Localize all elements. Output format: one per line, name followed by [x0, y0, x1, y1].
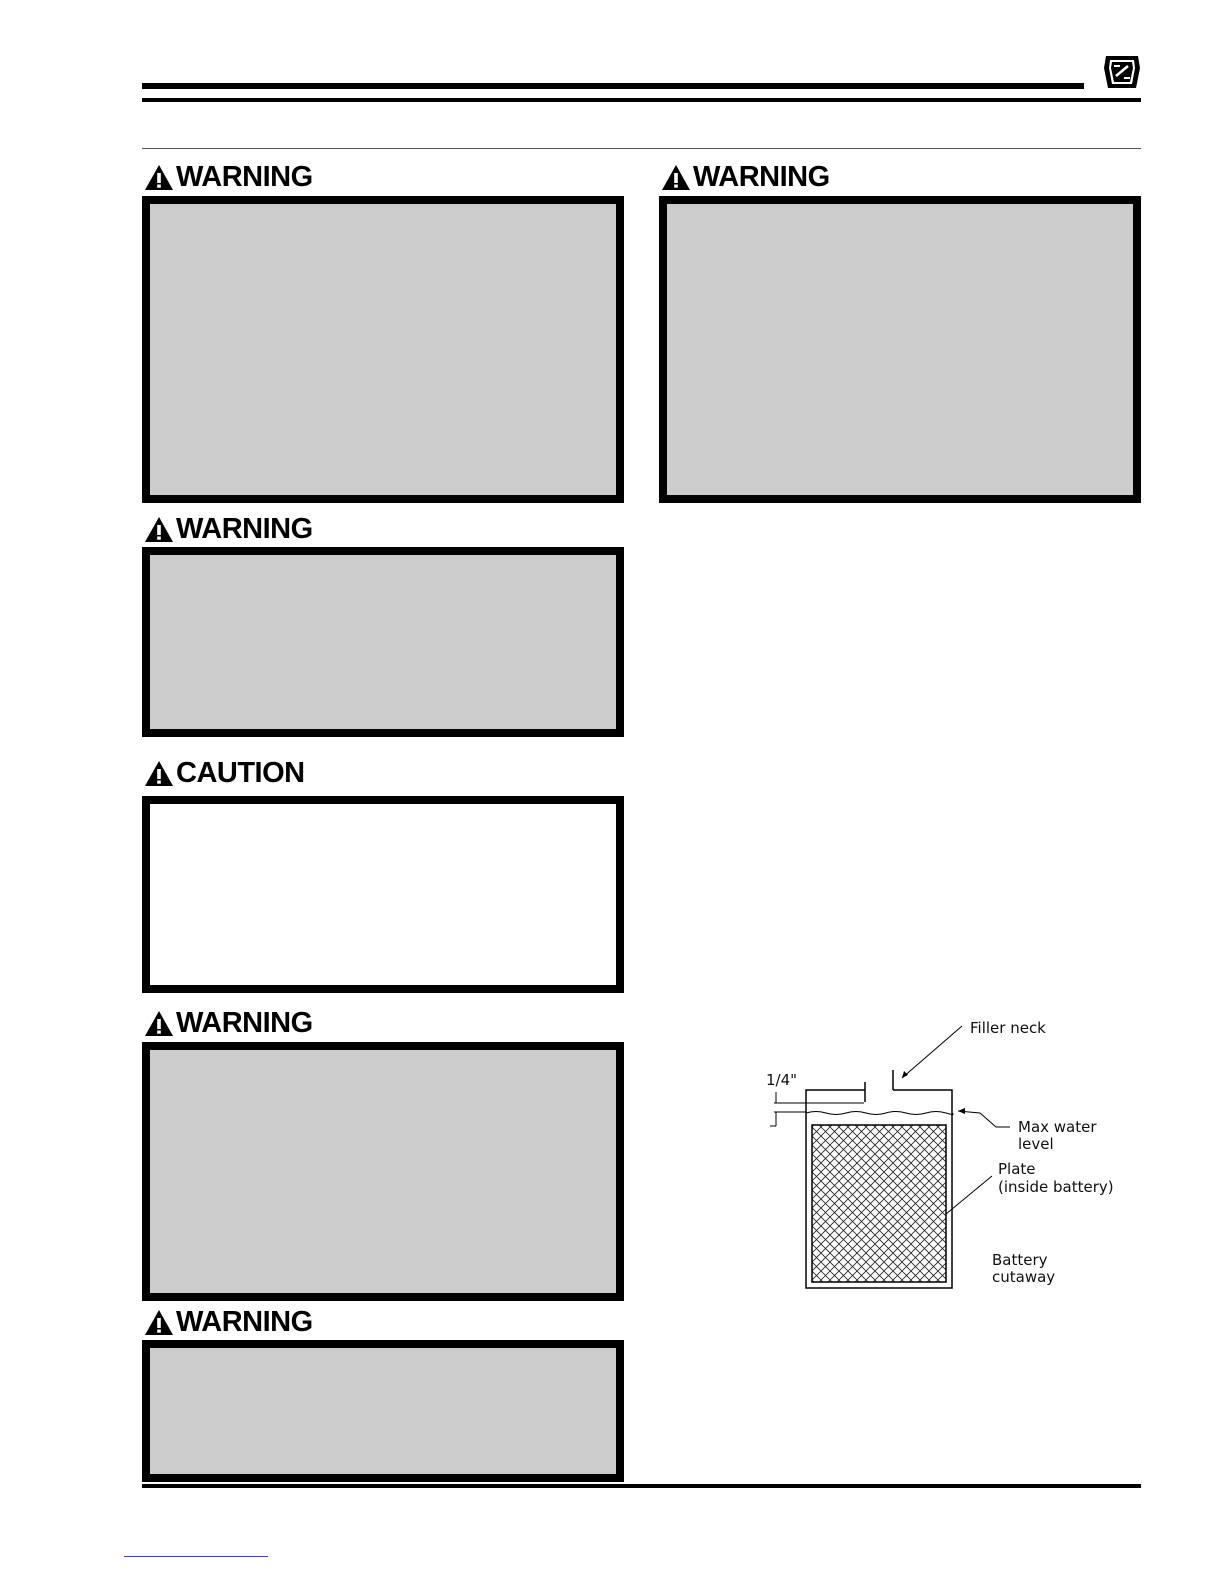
- warning-triangle-icon: [144, 760, 174, 787]
- cutaway-label-1: Battery: [992, 1251, 1048, 1269]
- warning-heading-5: [144, 1305, 313, 1339]
- warning-triangle-icon: [144, 1010, 174, 1037]
- caution-label: CAUTION: [176, 756, 305, 789]
- warning-label-2: WARNING: [176, 512, 313, 545]
- cutaway-label-2: cutaway: [992, 1268, 1056, 1286]
- warning-panel-3: [659, 196, 1141, 503]
- caution-panel: [142, 796, 624, 993]
- warning-label-3: WARNING: [693, 160, 830, 193]
- warning-panel-5: [142, 1340, 624, 1482]
- warning-triangle-icon: [661, 164, 691, 191]
- max-water-label-2: level: [1018, 1135, 1054, 1153]
- max-water-label-1: Max water: [1018, 1118, 1097, 1136]
- brand-emblem-icon: [1102, 52, 1142, 92]
- warning-panel-1: [142, 196, 624, 503]
- warning-triangle-icon: [144, 1309, 174, 1336]
- warning-heading-1: [144, 160, 313, 194]
- dimension-label: 1/4": [766, 1071, 798, 1089]
- warning-panel-2: [142, 547, 624, 737]
- warning-label-5: WARNING: [176, 1305, 313, 1338]
- filler-neck-label: Filler neck: [970, 1019, 1046, 1037]
- max-water-line: [806, 1112, 953, 1115]
- footer-rule: [142, 1484, 1141, 1488]
- warning-triangle-icon: [144, 516, 174, 543]
- warning-heading-3: [661, 160, 830, 194]
- battery-cutaway-diagram: [740, 1010, 1160, 1320]
- warning-label-1: WARNING: [176, 160, 313, 193]
- battery-plate: [812, 1125, 946, 1282]
- header-rule-thin: [142, 148, 1141, 149]
- header-rule-thick: [142, 83, 1084, 89]
- plate-label-1: Plate: [998, 1160, 1036, 1178]
- plate-label-2: (inside battery): [998, 1178, 1114, 1196]
- warning-panel-4: [142, 1042, 624, 1301]
- warning-heading-2: [144, 512, 313, 546]
- warning-triangle-icon: [144, 164, 174, 191]
- caution-heading: [144, 756, 305, 790]
- warning-label-4: WARNING: [176, 1006, 313, 1039]
- footer-link-underline[interactable]: [124, 1556, 268, 1557]
- header-rule-medium: [142, 98, 1141, 102]
- warning-heading-4: [144, 1006, 313, 1040]
